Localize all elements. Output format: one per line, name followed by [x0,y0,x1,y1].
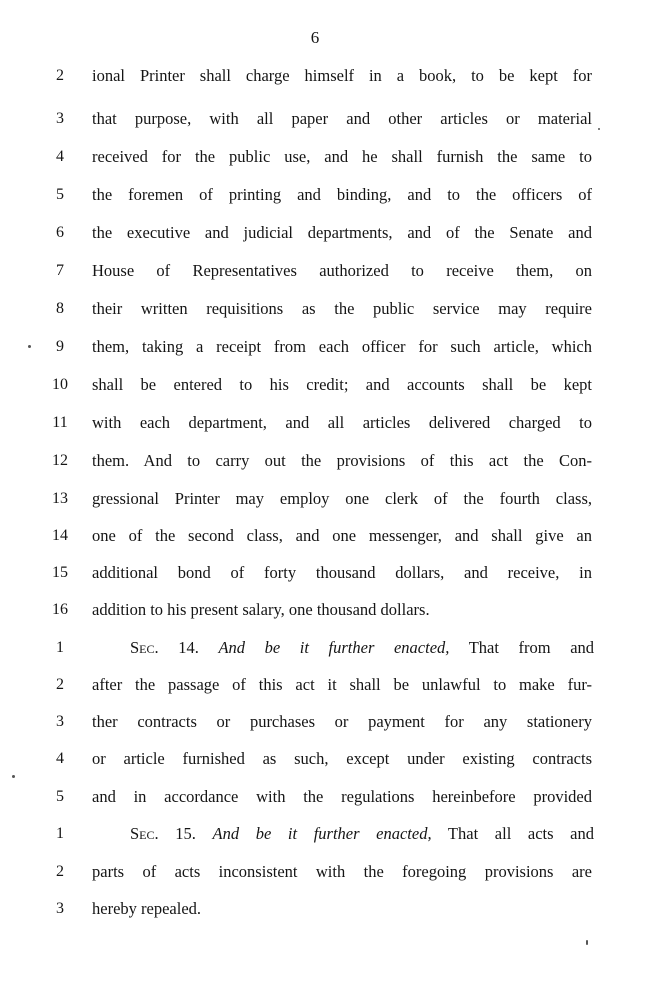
text-line [0,449,646,473]
line-number: 11 [52,414,68,431]
line-number: 1 [56,825,64,842]
text-line [0,259,646,283]
line-number: 2 [56,863,64,880]
line-text: gressional Printer may employ one clerk of the fourth class, [92,489,592,508]
line-number: 3 [56,110,64,127]
line-number: 6 [56,224,64,241]
line-number: 2 [56,67,64,84]
line-text: hereby repealed. [92,899,202,918]
line-number: 3 [56,713,64,730]
text-line [0,145,646,169]
line-text: ional Printer shall charge himself in a book, to be kept for [92,66,592,85]
line-text: ther contracts or purchases or payment for any stationery [92,712,592,731]
scan-speck [598,128,600,130]
line-text: or article furnished as such, except under existing contracts [92,749,592,768]
text-line [0,598,646,622]
enacting-clause: And be it further enacted, [218,638,450,657]
text-line [0,373,646,397]
text-line [0,561,646,585]
line-text: their written requisitions as the public service may require [92,299,592,318]
line-number: 2 [56,676,64,693]
scan-speck [28,345,31,348]
text-line [0,183,646,207]
line-text [130,822,594,846]
line-number: 7 [56,262,64,279]
section-label: Sec. 15. [130,824,196,843]
text-line [0,524,646,548]
line-text: received for the public use, and he shall furnish the same to [92,147,592,166]
scan-speck [12,775,15,778]
section-label: Sec. 14. [130,638,199,657]
line-text: the foremen of printing and binding, and to the officers of [92,185,592,204]
line-number: 3 [56,900,64,917]
text-line [0,673,646,697]
section-15-heading-line [0,822,646,846]
text-line [0,897,646,921]
line-text: them, taking a receipt from each officer for such article, which [92,337,592,356]
line-text: shall be entered to his credit; and accounts shall be kept [92,375,592,394]
text-line [0,785,646,809]
text-line [0,710,646,734]
line-number: 15 [52,564,68,581]
line-text [130,636,594,660]
text-line [0,747,646,771]
line-number: 16 [52,601,68,618]
line-text: additional bond of forty thousand dollars, and receive, in [92,563,592,582]
line-text: the executive and judicial departments, and of the Senate and [92,223,592,242]
text-line [0,411,646,435]
line-number: 8 [56,300,64,317]
text-line [0,487,646,511]
line-text: them. And to carry out the provisions of this act the Con- [92,451,592,470]
text-line [0,221,646,245]
line-number: 12 [52,452,68,469]
line-number: 5 [56,788,64,805]
line-number: 9 [56,338,64,355]
page-number: 6 [310,28,320,47]
line-number: 5 [56,186,64,203]
text-line [0,335,646,359]
clause-continuation: That all acts and [447,824,594,843]
line-number: 4 [56,750,64,767]
line-text: addition to his present salary, one thousand dollars. [92,600,430,619]
line-number: 1 [56,639,64,656]
scan-speck [586,940,588,945]
line-text: with each department, and all articles delivered charged to [92,413,592,432]
text-line [0,64,646,88]
section-14-heading-line [0,636,646,660]
clause-continuation: That from and [468,638,595,657]
enacting-clause: And be it further enacted, [212,824,432,843]
line-text: and in accordance with the regulations hereinbefore provided [92,787,592,806]
text-line [0,860,646,884]
line-text: after the passage of this act it shall be unlawful to make fur- [92,675,592,694]
text-line [0,297,646,321]
line-text: House of Representatives authorized to receive them, on [92,261,592,280]
line-text: one of the second class, and one messenger, and shall give an [92,526,592,545]
text-line [0,107,646,131]
line-text: parts of acts inconsistent with the foregoing provisions are [92,862,592,881]
line-text: that purpose, with all paper and other articles or material [92,109,592,128]
line-number: 14 [52,527,68,544]
line-number: 4 [56,148,64,165]
line-number: 13 [52,490,68,507]
line-number: 10 [52,376,68,393]
